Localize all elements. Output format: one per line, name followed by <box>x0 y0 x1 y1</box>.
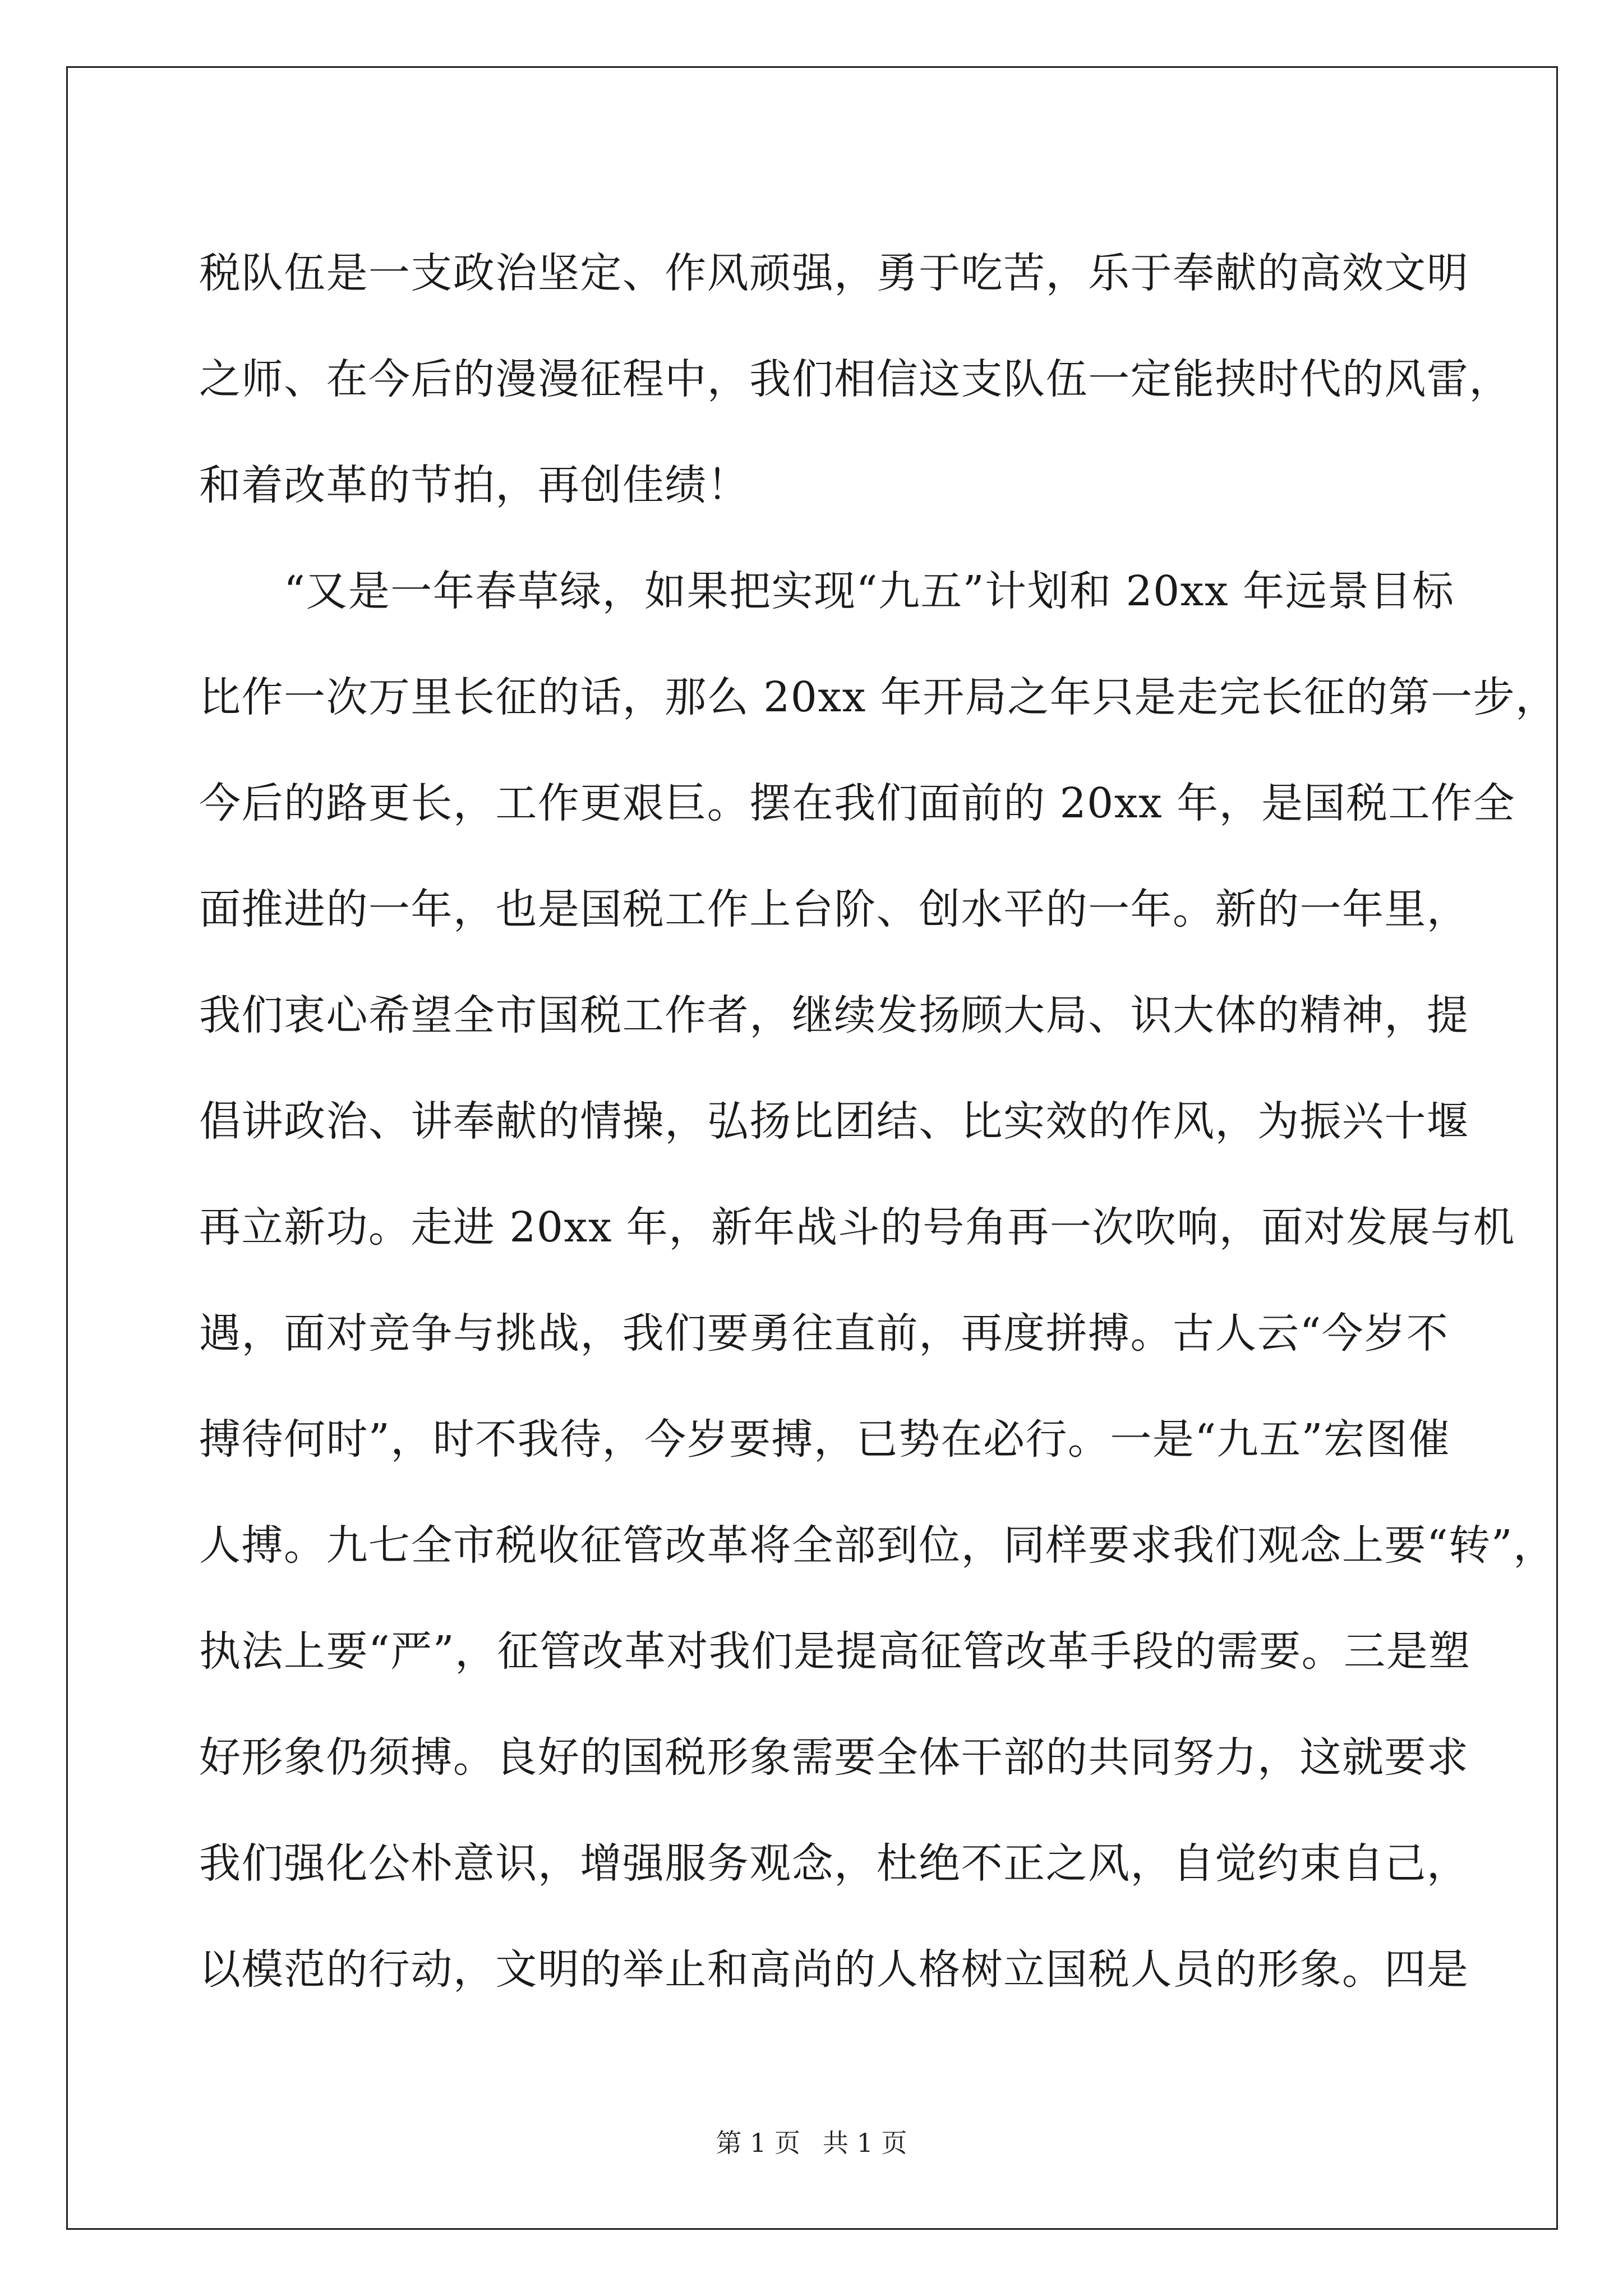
text-line: 人搏。九七全市税收征管改革将全部到位，同样要求我们观念上要“转”， <box>199 1521 1556 1570</box>
text-line: 倡讲政治、讲奉献的情操，弘扬比团结、比实效的作风，为振兴十堰 <box>199 1097 1469 1145</box>
text-line: 税队伍是一支政治坚定、作风顽强，勇于吃苦，乐于奉献的高效文明 <box>199 249 1469 297</box>
text-line: 我们衷心希望全市国税工作者，继续发扬顾大局、识大体的精神，提 <box>199 991 1469 1039</box>
page-total: 共 1 页 <box>823 2128 907 2158</box>
text-line: 比作一次万里长征的话，那么 20xx 年开局之年只是走完长征的第一步， <box>199 673 1558 721</box>
text-line: “又是一年春草绿，如果把实现“九五”计划和 20xx 年远景目标 <box>199 567 1455 615</box>
text-line: 今后的路更长，工作更艰巨。摆在我们面前的 20xx 年，是国税工作全 <box>199 779 1515 827</box>
text-line: 面推进的一年，也是国税工作上台阶、创水平的一年。新的一年里， <box>199 885 1469 933</box>
document-body <box>199 220 1558 2023</box>
text-line: 遇，面对竞争与挑战，我们要勇往直前，再度拼搏。古人云“今岁不 <box>199 1309 1449 1358</box>
text-line: 和着改革的节拍，再创佳绩！ <box>199 461 750 509</box>
text-line: 搏待何时”，时不我待，今岁要搏，已势在必行。一是“九五”宏图催 <box>199 1415 1451 1464</box>
text-line: 再立新功。走进 20xx 年，新年战斗的号角再一次吹响，面对发展与机 <box>199 1203 1515 1251</box>
text-line: 之师、在今后的漫漫征程中，我们相信这支队伍一定能挟时代的风雷， <box>199 355 1511 403</box>
page-number: 第 1 页 <box>716 2128 800 2158</box>
page-footer <box>0 2126 1623 2160</box>
text-line: 好形象仍须搏。良好的国税形象需要全体干部的共同努力，这就要求 <box>199 1733 1469 1782</box>
text-line: 以模范的行动，文明的举止和高尚的人格树立国税人员的形象。四是 <box>199 1945 1469 1994</box>
text-line: 我们强化公朴意识，增强服务观念，杜绝不正之风，自觉约束自己， <box>199 1839 1469 1888</box>
text-line: 执法上要“严”，征管改革对我们是提高征管改革手段的需要。三是塑 <box>199 1627 1471 1676</box>
